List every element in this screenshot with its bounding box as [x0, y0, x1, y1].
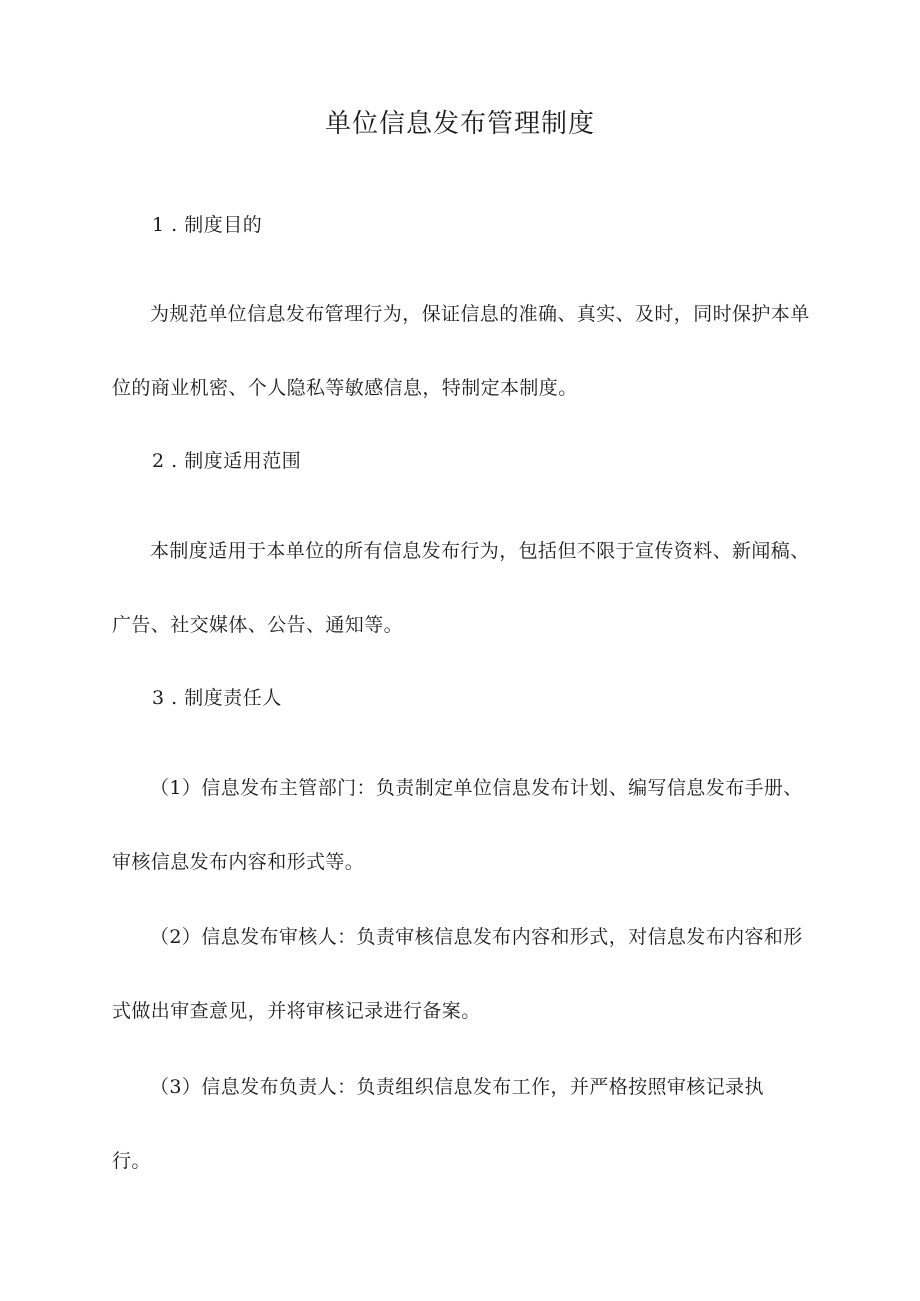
paragraph-reviewer: （2）信息发布审核人：负责审核信息发布内容和形式，对信息发布内容和形式做出审查意见，并将审核记录进行备案。	[112, 926, 803, 1022]
section-heading-responsible: 3 . 制度责任人	[152, 687, 282, 709]
paragraph-scope: 本制度适用于本单位的所有信息发布行为，包括但不限于宣传资料、新闻稿、广告、社交媒体、公告、通知等。	[112, 540, 810, 636]
document-title: 单位信息发布管理制度	[324, 109, 595, 139]
section-heading-scope: 2 . 制度适用范围	[152, 450, 302, 472]
section-heading-purpose: 1 . 制度目的	[152, 214, 263, 236]
paragraph-responsible-dept: （1）信息发布主管部门：负责制定单位信息发布计划、编写信息发布手册、审核信息发布内容和形式等。	[112, 777, 803, 873]
paragraph-purpose: 为规范单位信息发布管理行为，保证信息的准确、真实、及时，同时保护本单位的商业机密、个人隐私等敏感信息，特制定本制度。	[112, 303, 810, 399]
paragraph-publisher: （3）信息发布负责人：负责组织信息发布工作，并严格按照审核记录执行。	[112, 1076, 764, 1172]
